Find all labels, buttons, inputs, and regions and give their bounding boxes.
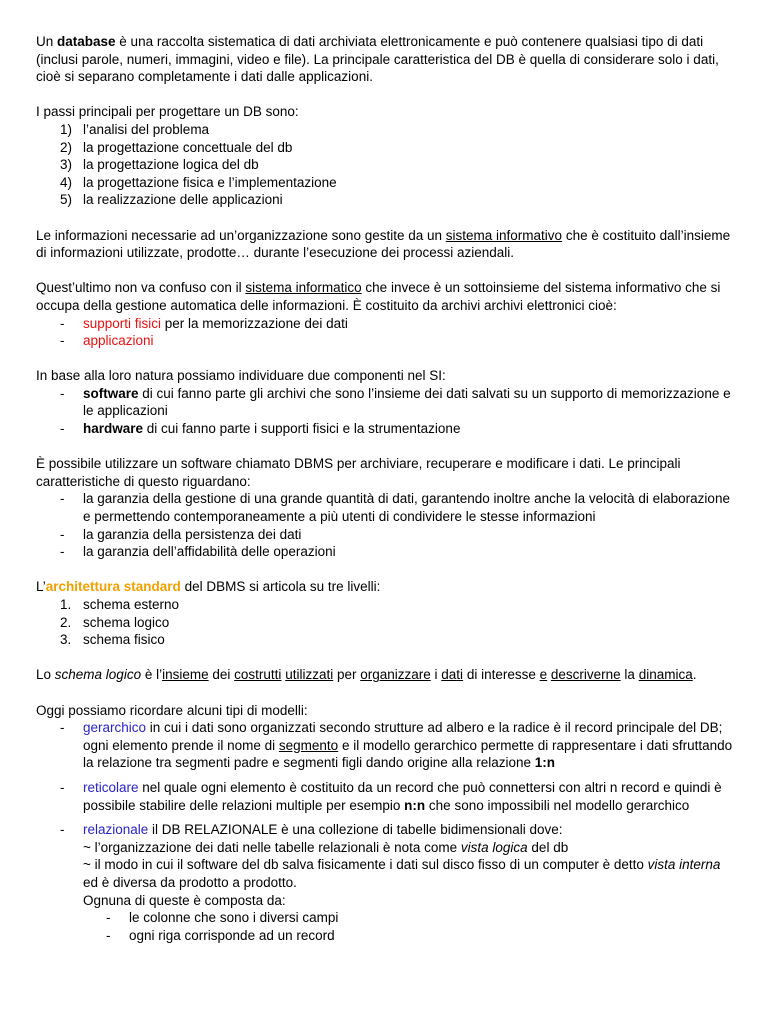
- paragraph-models: Oggi possiamo ricordare alcuni tipi di modelli:: [36, 702, 308, 718]
- paragraph-architecture: L’architettura standard del DBMS si articola su tre livelli:: [36, 579, 381, 595]
- paragraph-design-steps: I passi principali per progettare un DB sono:: [36, 104, 299, 120]
- list-item: - la garanzia della persistenza dei dati: [60, 526, 302, 542]
- paragraph-computer-system: Quest’ultimo non va confuso con il sistema informatico che invece è un sottoinsieme del sistema informativo che si occupa della gestione automatica delle informazioni. È costituito da archivi archivi elettronici cioè:: [36, 280, 721, 313]
- paragraph-information-system: Le informazioni necessarie ad un’organizzazione sono gestite da un sistema informativo che è costituito dall’insieme di informazioni utilizzate, prodotte… durante l’esecuzione dei processi aziendali.: [36, 227, 731, 261]
- list-item: - le colonne che sono i diversi campi: [106, 910, 339, 926]
- paragraph-database-definition: Un database è una raccolta sistematica di dati archiviata elettronicamente e può contenere qualsiasi tipo di dati (inclusi parole, numeri, immagini, video e file). La principale caratteristica del DB è quella di considerare solo i dati, cioè si separano completamente i dati dalle applicazioni.: [36, 34, 719, 85]
- relational-note: ~ il modo in cui il software del db salva fisicamente i dati sul disco fisso di un computer è detto vista interna ed è diversa da prodotto a prodotto.: [83, 857, 721, 890]
- list-item-hierarchical: - gerarchico in cui i dati sono organizzati secondo strutture ad albero e la radice è il record principale del DB; ogni elemento prende il nome di segmento e il modello gerarchico permette di rappresentare i dati sfruttando la relazione tra segmenti padre e segmenti figli dando origine alla relazione 1:n: [60, 720, 733, 771]
- list-item: 2. schema logico: [60, 614, 170, 630]
- paragraph-dbms: È possibile utilizzare un software chiamato DBMS per archiviare, recuperare e modificare i dati. Le principali caratteristiche di questo riguardano:: [36, 456, 681, 489]
- list-item: 3) la progettazione logica del db: [60, 157, 259, 173]
- list-item: - supporti fisici per la memorizzazione dei dati: [60, 315, 348, 331]
- list-item: - la garanzia dell’affidabilità delle operazioni: [60, 544, 336, 560]
- paragraph-si-components: In base alla loro natura possiamo individuare due componenti nel SI:: [36, 368, 446, 384]
- relational-note: ~ l’organizzazione dei dati nelle tabelle relazionali è nota come vista logica del db: [83, 839, 569, 855]
- list-item: 2) la progettazione concettuale del db: [60, 139, 293, 155]
- relational-note: Ognuna di queste è composta da:: [83, 892, 286, 908]
- list-item: - hardware di cui fanno parte i supporti fisici e la strumentazione: [60, 421, 461, 437]
- list-item: 5) la realizzazione delle applicazioni: [60, 192, 283, 208]
- list-item: - applicazioni: [60, 333, 154, 349]
- list-item: - software di cui fanno parte gli archivi che sono l’insieme dei dati salvati su un supporto di memorizzazione e le applicazioni: [60, 385, 731, 419]
- paragraph-logical-schema: Lo schema logico è l’insieme dei costrutti utilizzati per organizzare i dati di interesse e descriverne la dinamica.: [36, 667, 697, 683]
- list-item: - ogni riga corrisponde ad un record: [106, 927, 335, 943]
- list-item: 4) la progettazione fisica e l’implementazione: [60, 174, 337, 190]
- list-item-relational: - relazionale il DB RELAZIONALE è una collezione di tabelle bidimensionali dove:: [60, 822, 563, 838]
- list-item: 1. schema esterno: [60, 597, 180, 612]
- document-body: [36, 33, 736, 944]
- list-item-reticular: - reticolare nel quale ogni elemento è costituito da un record che può connettersi con altri n record e quindi è possibile stabilire delle relazioni multiple per esempio n:n che sono impossibili nel modello gerarchico: [60, 779, 722, 813]
- list-item: 1) l’analisi del problema: [60, 121, 210, 137]
- list-item: 3. schema fisico: [60, 632, 165, 648]
- list-item: - la garanzia della gestione di una grande quantità di dati, garantendo inoltre anche la velocità di elaborazione e permettendo contemporaneamente a più utenti di condividere le stesse informazioni: [60, 491, 730, 525]
